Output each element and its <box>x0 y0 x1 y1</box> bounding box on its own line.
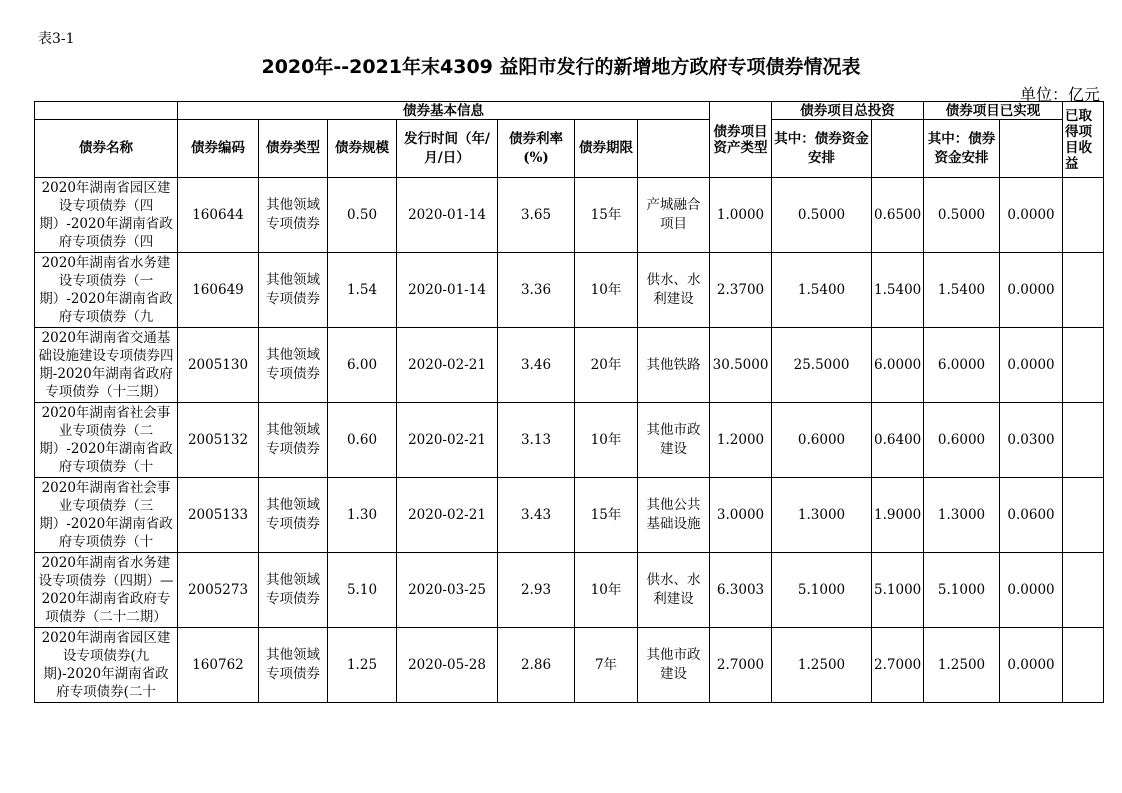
bond-scale: 1.30 <box>328 478 397 553</box>
realized: 0.6400 <box>872 403 924 478</box>
bond-code: 2005130 <box>178 328 259 403</box>
header-name: 债券名称 <box>35 120 178 178</box>
asset-type: 供水、水利建设 <box>638 253 710 328</box>
remarks <box>1063 628 1104 703</box>
bond-type: 其他领域专项债券 <box>259 478 328 553</box>
realized-bond: 0.6000 <box>924 403 1000 478</box>
bond-table <box>34 101 1104 703</box>
bond-scale: 0.60 <box>328 403 397 478</box>
header-basic-info: 债券基本信息 <box>178 102 710 120</box>
table-row <box>35 553 1104 628</box>
bond-type: 其他领域专项债券 <box>259 178 328 253</box>
asset-type: 其他铁路 <box>638 328 710 403</box>
issue-date: 2020-02-21 <box>397 403 498 478</box>
bond-term: 20年 <box>575 328 638 403</box>
header-realized-blank <box>872 120 924 178</box>
table-row <box>35 478 1104 553</box>
remarks <box>1063 253 1104 328</box>
bond-code: 2005273 <box>178 553 259 628</box>
asset-type: 其他市政建设 <box>638 628 710 703</box>
remarks <box>1063 553 1104 628</box>
bond-scale: 6.00 <box>328 328 397 403</box>
income: 0.0000 <box>1000 553 1063 628</box>
header-term: 债券期限 <box>575 120 638 178</box>
total-invest-bond: 5.1000 <box>772 553 872 628</box>
asset-type: 其他市政建设 <box>638 403 710 478</box>
realized-bond: 0.5000 <box>924 178 1000 253</box>
bond-type: 其他领域专项债券 <box>259 403 328 478</box>
bond-type: 其他领域专项债券 <box>259 253 328 328</box>
realized-bond: 1.2500 <box>924 628 1000 703</box>
header-total-invest-sub: 其中：债券资金安排 <box>772 120 872 178</box>
total-invest: 6.3003 <box>710 553 772 628</box>
header-blank <box>35 102 178 120</box>
header-realized: 债券项目已实现 <box>924 102 1063 120</box>
bond-rate: 3.13 <box>498 403 575 478</box>
header-scale: 债券规模 <box>328 120 397 178</box>
total-invest: 2.7000 <box>710 628 772 703</box>
unit-label: 单位：亿元 <box>1019 85 1100 104</box>
bond-rate: 3.36 <box>498 253 575 328</box>
total-invest-bond: 0.6000 <box>772 403 872 478</box>
total-invest-bond: 1.5400 <box>772 253 872 328</box>
total-invest: 3.0000 <box>710 478 772 553</box>
bond-type: 其他领域专项债券 <box>259 628 328 703</box>
total-invest-bond: 0.5000 <box>772 178 872 253</box>
issue-date: 2020-03-25 <box>397 553 498 628</box>
header-total-invest: 债券项目总投资 <box>772 102 924 120</box>
bond-rate: 3.43 <box>498 478 575 553</box>
total-invest: 2.3700 <box>710 253 772 328</box>
bond-scale: 1.25 <box>328 628 397 703</box>
realized: 5.1000 <box>872 553 924 628</box>
table-row <box>35 253 1104 328</box>
income: 0.0000 <box>1000 328 1063 403</box>
header-rate: 债券利率(%) <box>498 120 575 178</box>
bond-rate: 2.93 <box>498 553 575 628</box>
bond-term: 10年 <box>575 553 638 628</box>
realized: 6.0000 <box>872 328 924 403</box>
bond-type: 其他领域专项债券 <box>259 553 328 628</box>
remarks <box>1063 403 1104 478</box>
asset-type: 供水、水利建设 <box>638 553 710 628</box>
realized-bond: 1.5400 <box>924 253 1000 328</box>
total-invest: 30.5000 <box>710 328 772 403</box>
bond-term: 15年 <box>575 178 638 253</box>
bond-term: 10年 <box>575 403 638 478</box>
header-code: 债券编码 <box>178 120 259 178</box>
total-invest: 1.0000 <box>710 178 772 253</box>
asset-type: 其他公共基础设施 <box>638 478 710 553</box>
income: 0.0000 <box>1000 178 1063 253</box>
bond-code: 2005132 <box>178 403 259 478</box>
bond-name: 2020年湖南省社会事业专项债券（三期）-2020年湖南省政府专项债券（十 <box>35 478 178 553</box>
realized-bond: 6.0000 <box>924 328 1000 403</box>
bond-name: 2020年湖南省水务建设专项债券（四期）—2020年湖南省政府专项债券（二十二期） <box>35 553 178 628</box>
issue-date: 2020-02-21 <box>397 478 498 553</box>
bond-rate: 2.86 <box>498 628 575 703</box>
income: 0.0300 <box>1000 403 1063 478</box>
bond-term: 7年 <box>575 628 638 703</box>
header-issue-date: 发行时间（年/月/日） <box>397 120 498 178</box>
bond-rate: 3.65 <box>498 178 575 253</box>
total-invest-bond: 1.2500 <box>772 628 872 703</box>
bond-name: 2020年湖南省园区建设专项债券(九期)-2020年湖南省政府专项债券(二十 <box>35 628 178 703</box>
table-row <box>35 628 1104 703</box>
bond-name: 2020年湖南省交通基础设施建设专项债券四期-2020年湖南省政府专项债券（十三期） <box>35 328 178 403</box>
asset-type: 产城融合项目 <box>638 178 710 253</box>
bond-name: 2020年湖南省园区建设专项债券（四期）-2020年湖南省政府专项债券（四 <box>35 178 178 253</box>
table-label: 表3-1 <box>38 31 75 47</box>
realized: 1.5400 <box>872 253 924 328</box>
bond-scale: 0.50 <box>328 178 397 253</box>
remarks <box>1063 478 1104 553</box>
bond-term: 10年 <box>575 253 638 328</box>
remarks <box>1063 328 1104 403</box>
header-total-invest-blank <box>638 120 710 178</box>
realized-bond: 5.1000 <box>924 553 1000 628</box>
bond-name: 2020年湖南省社会事业专项债券（二期）-2020年湖南省政府专项债券（十 <box>35 403 178 478</box>
realized-bond: 1.3000 <box>924 478 1000 553</box>
income: 0.0600 <box>1000 478 1063 553</box>
bond-code: 160644 <box>178 178 259 253</box>
issue-date: 2020-01-14 <box>397 253 498 328</box>
header-income: 已取得项目收益 <box>1063 102 1104 178</box>
total-invest-bond: 25.5000 <box>772 328 872 403</box>
bond-code: 160762 <box>178 628 259 703</box>
realized: 0.6500 <box>872 178 924 253</box>
total-invest: 1.2000 <box>710 403 772 478</box>
bond-rate: 3.46 <box>498 328 575 403</box>
remarks <box>1063 178 1104 253</box>
table-row <box>35 178 1104 253</box>
bond-code: 160649 <box>178 253 259 328</box>
table-row <box>35 403 1104 478</box>
page-title: 2020年--2021年末4309 益阳市发行的新增地方政府专项债券情况表 <box>261 56 861 78</box>
realized: 1.9000 <box>872 478 924 553</box>
issue-date: 2020-01-14 <box>397 178 498 253</box>
bond-scale: 5.10 <box>328 553 397 628</box>
header-asset-type: 债券项目资产类型 <box>710 102 772 178</box>
header-realized-sub: 其中：债券资金安排 <box>924 120 1000 178</box>
total-invest-bond: 1.3000 <box>772 478 872 553</box>
table-row <box>35 328 1104 403</box>
income: 0.0000 <box>1000 253 1063 328</box>
bond-code: 2005133 <box>178 478 259 553</box>
issue-date: 2020-05-28 <box>397 628 498 703</box>
bond-name: 2020年湖南省水务建设专项债券（一期）-2020年湖南省政府专项债券（九 <box>35 253 178 328</box>
bond-term: 15年 <box>575 478 638 553</box>
bond-type: 其他领域专项债券 <box>259 328 328 403</box>
header-type: 债券类型 <box>259 120 328 178</box>
bond-scale: 1.54 <box>328 253 397 328</box>
income: 0.0000 <box>1000 628 1063 703</box>
issue-date: 2020-02-21 <box>397 328 498 403</box>
realized: 2.7000 <box>872 628 924 703</box>
